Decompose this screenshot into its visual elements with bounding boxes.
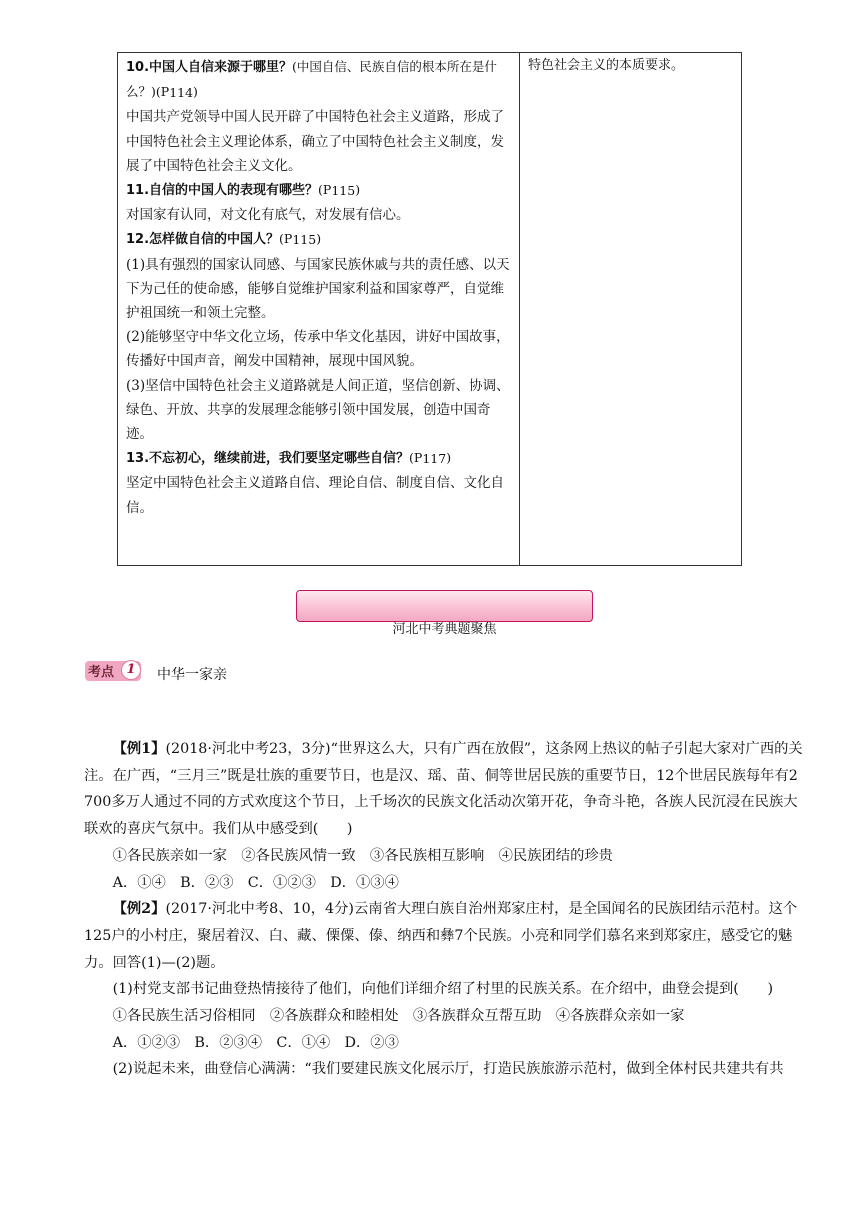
answer-12: (1)具有强烈的国家认同感、与国家民族休戚与共的责任感、以天下为己任的使命感，能够自觉维护国家利益和国家尊严，自觉维护祖国统一和领土完整。 (2)能够坚守中华文化立场，传承中华文化基因，讲好中国故事，传播好中国声音，阐发中国精神，展现中国风貌。 (3)坚信中国特色社会主义道路就是人间正道，坚信创新、协调、绿色、开放、共享的发展理念能够引领中国发展，创造中国奇迹。 [126, 256, 510, 443]
question-page-number: 114 [169, 85, 194, 101]
question-page-suffix: ) [446, 450, 452, 466]
kaodian-badge [85, 660, 143, 682]
question-text: 中国人自信来源于哪里？ [149, 60, 293, 75]
answer-11: 对国家有认同，对文化有底气，对发展有信心。 [126, 207, 410, 224]
section-banner-title: 河北中考典题聚焦 [392, 622, 497, 637]
example-1-choices: A．①④ B．②③ C．①②③ D．①③④ [112, 874, 399, 891]
question-number: 13. [126, 451, 150, 467]
example-1-text: (2018·河北中考23，3分)“世界这么大，只有广西在放假”，这条网上热议的帖子引起大家对广西的关注。在广西，“三月三”既是壮族的重要节日，也是汉、瑶、苗、侗等世居民族的重要节日，12个世居民族每年有2 700多万人通过不同的方式欢度这个节日，上千场次的民族文化活动次第开花，争奇斗艳，各族人民沉浸在民族大联欢的喜庆气氛中。我们从中感受到( ) [84, 741, 803, 838]
kaodian-label: 考点 [88, 665, 115, 680]
table-right-column: 特色社会主义的本质要求。 [528, 58, 685, 73]
question-page-number: 117 [422, 451, 447, 467]
example-1-tag: 【例1】 [112, 741, 166, 757]
example-1-stem [84, 736, 810, 843]
kaodian-title: 中华一家亲 [157, 667, 227, 683]
examples-section [84, 736, 810, 1083]
question-page-number: 115 [331, 183, 356, 199]
table-left-column [126, 55, 510, 520]
question-11 [126, 178, 510, 203]
question-page-prefix: (P [409, 450, 423, 466]
question-number: 11. [126, 183, 150, 199]
kaodian-number: 1 [121, 660, 141, 680]
example-2-q1-choices: A．①②③ B．②③④ C．①④ D．②③ [112, 1034, 399, 1051]
question-10 [126, 55, 510, 105]
question-page-number: 115 [292, 232, 317, 248]
example-1-options: ①各民族亲如一家 ②各民族风情一致 ③各民族相互影响 ④民族团结的珍贵 [112, 847, 613, 864]
example-2-stem [84, 896, 810, 976]
example-2-tag: 【例2】 [112, 901, 166, 918]
question-12 [126, 227, 510, 252]
question-page-suffix: ) [316, 231, 322, 247]
question-13 [126, 446, 510, 471]
question-text: 怎样做自信的中国人？ [149, 232, 280, 248]
question-note: (中国自信、民族自信的根本所在是什么？) [126, 59, 497, 100]
question-page-suffix: ) [193, 84, 198, 100]
table-column-divider [519, 53, 520, 565]
example-2-text: (2017·河北中考8、10，4分)云南省大理白族自治州郑家庄村，是全国闻名的民族团结示范村。这个125户的小村庄，聚居着汉、白、藏、傈僳、傣、纳西和彝7个民族。小亮和同学们慕名来到郑家庄，感受它的魅力。回答(1)—(2)题。 [84, 901, 798, 971]
example-2-q1: (1)村党支部书记曲登热情接待了他们，向他们详细介绍了村里的民族关系。在介绍中，曲登会提到( ) [112, 981, 774, 998]
example-2-q1-options: ①各民族生活习俗相同 ②各族群众和睦相处 ③各族群众互帮互助 ④各族群众亲如一家 [112, 1008, 685, 1025]
question-page-prefix: (P [279, 231, 293, 247]
knowledge-table [117, 52, 742, 566]
question-number: 10. [126, 60, 150, 75]
answer-13: 坚定中国特色社会主义道路自信、理论自信、制度自信、文化自信。 [126, 475, 504, 516]
question-text: 不忘初心，继续前进，我们要坚定哪些自信？ [149, 451, 410, 467]
question-page-prefix: (P [318, 182, 332, 198]
example-2-q2: (2)说起未来，曲登信心满满：“我们要建民族文化展示厅，打造民族旅游示范村，做到全体村民共建共有共 [112, 1061, 784, 1078]
answer-10: 中国共产党领导中国人民开辟了中国特色社会主义道路，形成了中国特色社会主义理论体系，确立了中国特色社会主义制度，发展了中国特色社会主义文化。 [126, 109, 504, 174]
question-page-prefix: (P [155, 84, 170, 100]
question-text: 自信的中国人的表现有哪些？ [149, 183, 319, 199]
question-number: 12. [126, 232, 150, 248]
question-page-suffix: ) [355, 182, 361, 198]
